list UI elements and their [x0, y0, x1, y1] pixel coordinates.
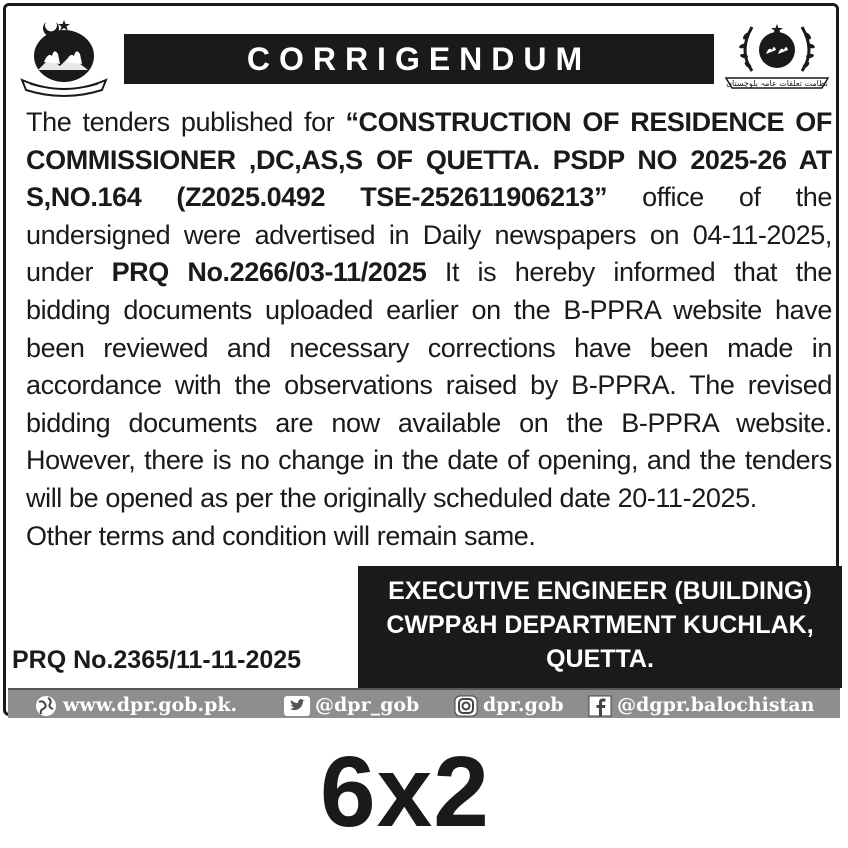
facebook-icon — [588, 695, 612, 717]
dgpr-emblem-icon — [722, 16, 832, 96]
balochistan-emblem-icon — [16, 14, 112, 98]
prq-reference: PRQ No.2266/03-11/2025 — [111, 257, 427, 288]
instagram-handle: dpr.gob — [483, 694, 564, 716]
body-intro: The tenders published for — [26, 107, 346, 137]
facebook-handle: @dgpr.balochistan — [617, 694, 815, 716]
footer-twitter[interactable] — [284, 693, 419, 717]
signature-line-1: EXECUTIVE ENGINEER (BUILDING) — [388, 577, 812, 605]
globe-icon — [34, 694, 58, 718]
footer-instagram[interactable] — [454, 693, 564, 717]
signature-block — [358, 566, 842, 688]
corrigendum-notice — [3, 3, 839, 716]
notice-title: CORRIGENDUM — [124, 34, 714, 84]
ad-size-label: 6x2 — [320, 736, 490, 848]
social-footer — [8, 688, 840, 718]
signature-line-3: QUETTA. — [546, 645, 654, 673]
closing-line: Other terms and condition will remain same. — [26, 520, 536, 551]
twitter-icon — [284, 696, 310, 716]
prq-number: PRQ No.2365/11-11-2025 — [12, 646, 302, 674]
footer-facebook[interactable] — [588, 693, 814, 717]
body-after-project: office of the undersigned were advertised in Daily newspapers on 04-11-2025, under — [26, 182, 832, 288]
signature-line-2: CWPP&H DEPARTMENT KUCHLAK, — [386, 611, 814, 639]
twitter-handle: @dpr_gob — [315, 694, 420, 716]
right-logo-text: نظامت تعلقات عامہ بلوچستان — [726, 79, 828, 88]
notice-body — [26, 104, 832, 555]
footer-website[interactable] — [34, 693, 237, 717]
instagram-icon — [454, 695, 478, 717]
project-name: “CONSTRUCTION OF RESIDENCE OF COMMISSIONER ,DC,AS,S OF QUETTA. PSDP NO 2025-26 AT S,NO.164 (Z2025.0492 TSE-252611906213” — [26, 107, 832, 213]
website-text: www.dpr.gob.pk. — [63, 694, 238, 716]
body-after-prq: It is hereby informed that the bidding documents uploaded earlier on the B-PPRA website have been reviewed and necessary corrections have been made in accordance with the observations raised by B-PPRA. The revised bidding documents are now available on the B-PPRA website. However, there is no change in the date of opening, and the tenders will be opened as per the originally scheduled date 20-11-2025. — [26, 257, 832, 513]
body-paragraph — [26, 104, 832, 518]
